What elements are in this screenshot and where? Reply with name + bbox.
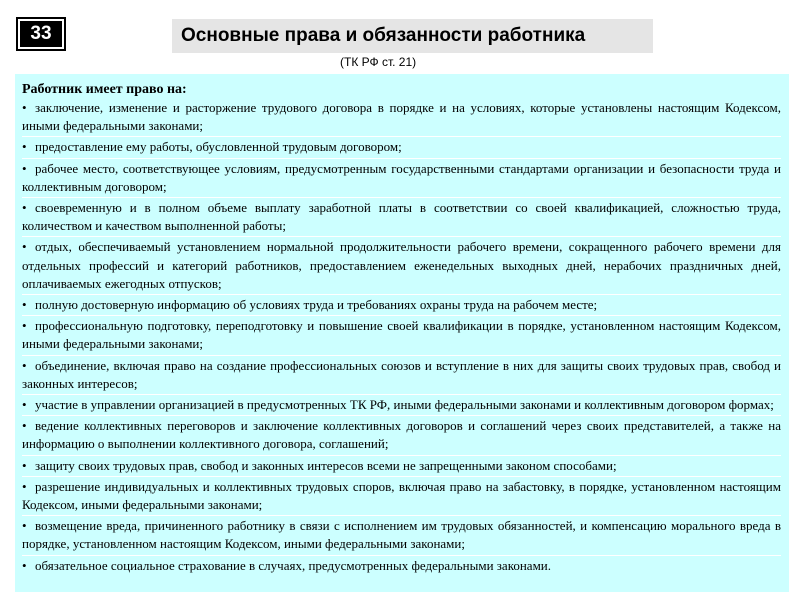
content-heading: Работник имеет право на:	[22, 82, 187, 97]
list-item-text: возмещение вреда, причиненного работнику в связи с исполнением им трудовых обязанностей, и компенсацию морального вреда в порядке, установленном настоящим Кодексом, иными федеральными законами;	[22, 518, 781, 552]
rights-list	[22, 99, 781, 576]
list-item-text: разрешение индивидуальных и коллективных трудовых споров, включая право на забастовку, в порядке, установленном настоящим Кодексом, иными федеральными законами;	[22, 478, 781, 513]
slide-title: Основные права и обязанности работника	[172, 19, 653, 53]
list-item-text: отдых, обеспечиваемый установлением нормальной продолжительности рабочего времени, сокращенного рабочего времени для отдельных профессий и категорий работников, предоставлением еженедельных выходных дней, нерабочих праздничных дней, оплачиваемых ежегодных отпусков;	[22, 239, 781, 291]
bullet-icon: •	[22, 297, 27, 313]
list-item	[22, 199, 781, 237]
bullet-icon: •	[22, 200, 27, 216]
list-item-text: профессиональную подготовку, переподготовку и повышение своей квалификации в порядке, установленном настоящим Кодексом, иными федеральными законами;	[22, 318, 781, 352]
list-item	[22, 357, 781, 395]
list-item-text: обязательное социальное страхование в случаях, предусмотренных федеральными законами.	[35, 557, 552, 573]
bullet-icon: •	[22, 457, 27, 473]
list-item-text: своевременную и в полном объеме выплату заработной платы в соответствии со своей квалификацией, сложностью труда, количеством и качеством выполненной работы;	[22, 200, 781, 234]
list-item	[22, 296, 781, 316]
list-item-text: рабочее место, соответствующее условиям, предусмотренным государственными стандартами организации и безопасности труда и коллективным договором;	[22, 160, 781, 194]
list-item	[22, 238, 781, 295]
bullet-icon: •	[22, 357, 27, 373]
rights-content-box	[15, 74, 789, 592]
list-item	[22, 478, 781, 516]
bullet-icon: •	[22, 418, 27, 434]
slide-subtitle: (ТК РФ ст. 21)	[340, 55, 417, 69]
bullet-icon: •	[22, 478, 27, 494]
list-item-text: предоставление ему работы, обусловленной трудовым договором;	[35, 139, 402, 155]
list-item-text: полную достоверную информацию об условиях труда и требованиях охраны труда на рабочем месте;	[35, 297, 598, 313]
bullet-icon: •	[22, 139, 27, 155]
list-item	[22, 417, 781, 455]
list-item	[22, 317, 781, 355]
bullet-icon: •	[22, 318, 27, 334]
bullet-icon: •	[22, 160, 27, 176]
list-item	[22, 99, 781, 137]
list-item-text: защиту своих трудовых прав, свобод и законных интересов всеми не запрещенными законом способами;	[35, 457, 617, 473]
list-item-text: участие в управлении организацией в предусмотренных ТК РФ, иными федеральными законами и коллективным договором формах;	[35, 397, 774, 413]
list-item	[22, 396, 781, 416]
list-item	[22, 160, 781, 198]
list-item	[22, 517, 781, 555]
list-item-text: ведение коллективных переговоров и заключение коллективных договоров и соглашений через своих представителей, а также на информацию о выполнении коллективного договора, соглашений;	[22, 418, 781, 452]
list-item	[22, 138, 781, 158]
list-item-text: заключение, изменение и расторжение трудового договора в порядке и на условиях, которые установлены настоящим Кодексом, иными федеральными законами;	[22, 100, 781, 134]
slide-number-badge: 33	[16, 17, 66, 51]
bullet-icon: •	[22, 100, 27, 115]
bullet-icon: •	[22, 557, 27, 573]
bullet-icon: •	[22, 397, 27, 413]
bullet-icon: •	[22, 518, 27, 534]
list-item	[22, 557, 781, 576]
list-item	[22, 457, 781, 477]
bullet-icon: •	[22, 239, 27, 255]
list-item-text: объединение, включая право на создание профессиональных союзов и вступление в них для защиты своих трудовых прав, свобод и законных интересов;	[22, 357, 781, 391]
